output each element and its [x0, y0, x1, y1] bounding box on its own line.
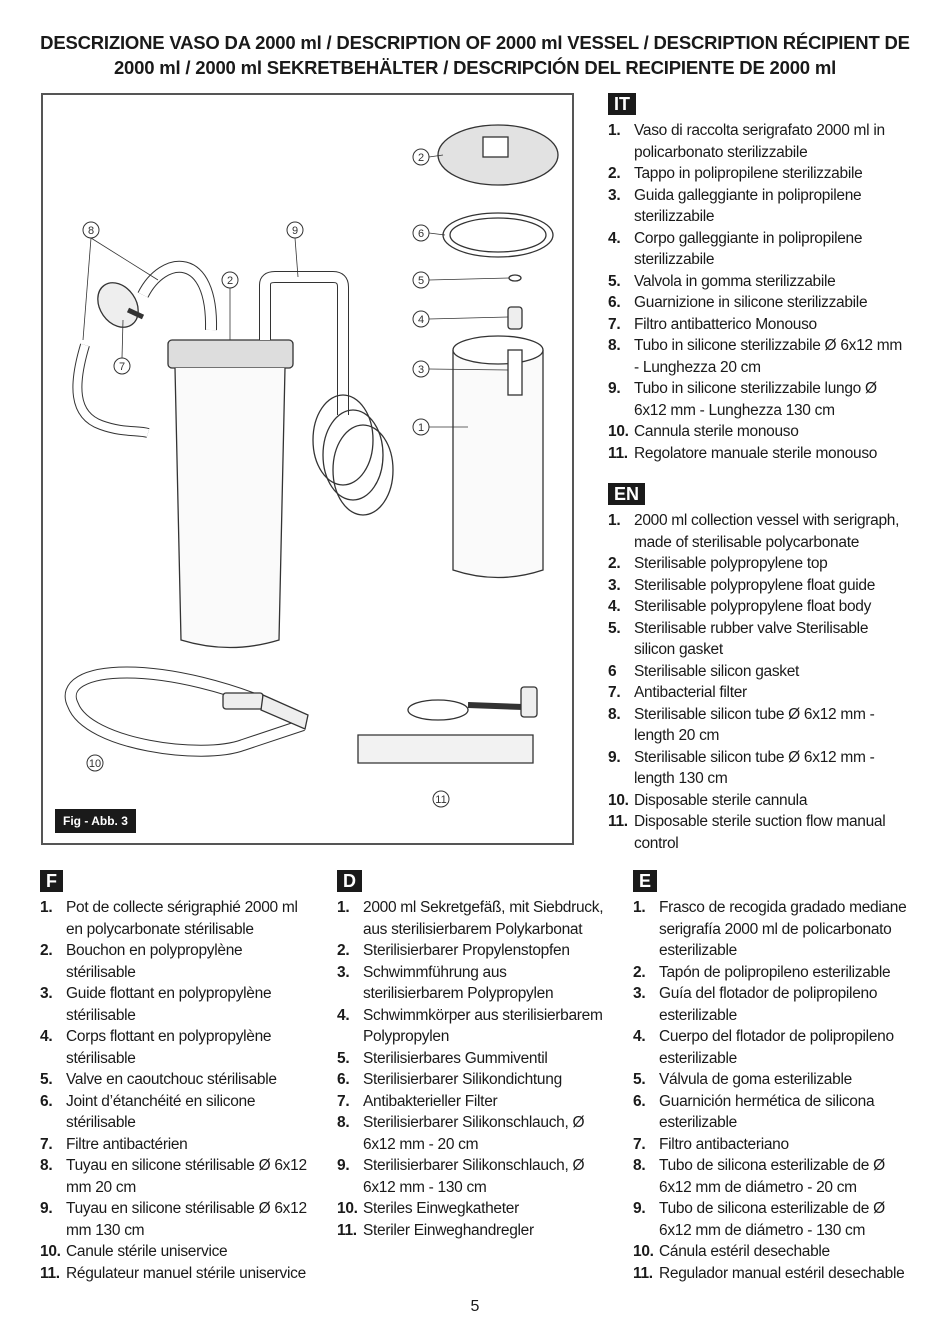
list-item: 5. Valve en caoutchouc stérilisable	[40, 1071, 277, 1088]
list-item: 8. Tubo in silicone sterilizzabile Ø 6x12 mm - Lunghezza 20 cm	[608, 337, 902, 376]
list-item: 3. Guide flottant en polypropylène stérilisable	[40, 985, 272, 1024]
list-item: 11. Regolatore manuale sterile monouso	[608, 444, 878, 462]
list-item: 2. Sterilisierbarer Propylenstopfen	[337, 942, 570, 959]
list-item: 1. 2000 ml Sekretgefäß, mit Siebdruck, aus sterilisierbarem Polykarbonat	[337, 899, 604, 938]
badge-d: D	[337, 870, 362, 892]
callout-3: 3	[417, 364, 425, 376]
list-item: 7. Antibakterieller Filter	[337, 1092, 498, 1110]
list-item: 3. Guía del flotador de polipropileno esterilizable	[633, 985, 878, 1024]
figure-vessel-diagram	[41, 93, 574, 845]
figure-label: Fig - Abb. 3	[55, 809, 136, 833]
list-item: 5. Valvola in gomma sterilizzabile	[608, 272, 836, 290]
list-item: 4. Cuerpo del flotador de polipropileno esterilizable	[633, 1028, 894, 1067]
list-item: 2. Sterilisable polypropylene top	[608, 555, 828, 572]
callout-2: 2	[417, 152, 425, 164]
list-item: 2. Bouchon en polypropylène stérilisable	[40, 942, 243, 981]
list-item: 2. Tapón de polipropileno esterilizable	[633, 963, 891, 981]
list-item: 1. Pot de collecte sérigraphié 2000 ml en polycarbonate stérilisable	[40, 899, 298, 938]
list-item: 10. Cánula estéril desechable	[633, 1243, 830, 1260]
list-item: 8. Sterilisierbarer Silikonschlauch, Ø 6x12 mm - 20 cm	[337, 1114, 585, 1153]
badge-e: E	[633, 870, 657, 892]
list-item: 9. Tubo in silicone sterilizzabile lungo Ø 6x12 mm - Lunghezza 130 cm	[608, 380, 877, 419]
badge-en: EN	[608, 483, 645, 505]
vessel-illustration	[43, 95, 576, 847]
list-item: 10. Disposable sterile cannula	[608, 791, 808, 809]
section-it	[608, 93, 908, 464]
callout-8: 8	[87, 225, 95, 237]
section-en	[608, 483, 908, 854]
list-en	[608, 510, 908, 854]
list-item: 5. Válvula de goma esterilizable	[633, 1071, 852, 1088]
list-item: 11. Disposable sterile suction flow manual control	[608, 813, 886, 852]
section-e	[633, 870, 913, 1284]
title-line-1: DESCRIZIONE VASO DA 2000 ml / DESCRIPTION OF 2000 ml VESSEL / DESCRIPTION RÉCIPIENT DE	[40, 32, 910, 53]
list-f	[40, 897, 310, 1284]
list-item: 7. Filtro antibacteriano	[633, 1135, 789, 1153]
callout-9: 9	[291, 225, 299, 237]
list-item: 3. Schwimmführung aus sterilisierbarem Polypropylen	[337, 963, 554, 1002]
list-e	[633, 897, 913, 1284]
list-item: 4. Corpo galleggiante in polipropilene sterilizzabile	[608, 229, 863, 268]
list-item: 11. Régulateur manuel stérile uniservice	[40, 1264, 306, 1282]
title-line-2: 2000 ml / 2000 ml SEKRETBEHÄLTER / DESCRIPCIÓN DEL RECIPIENTE DE 2000 ml	[113, 57, 837, 78]
list-item: 1. Vaso di raccolta serigrafato 2000 ml in policarbonato sterilizzabile	[608, 122, 885, 161]
callout-2-assembled: 2	[226, 275, 234, 287]
list-item: 9. Sterilisable silicon tube Ø 6x12 mm - length 130 cm	[608, 748, 875, 787]
list-d	[337, 897, 607, 1241]
callout-11: 11	[435, 794, 447, 806]
callout-4: 4	[417, 314, 425, 326]
list-item: 4. Corps flottant en polypropylène stérilisable	[40, 1028, 272, 1067]
list-item: 6. Sterilisierbarer Silikondichtung	[337, 1071, 562, 1088]
list-item: 8. Tuyau en silicone stérilisable Ø 6x12 mm 20 cm	[40, 1157, 307, 1196]
list-item: 10. Canule stérile uniservice	[40, 1243, 228, 1260]
list-item: 6. Guarnizione in silicone sterilizzabile	[608, 294, 868, 311]
list-item: 9. Tubo de silicona esterilizable de Ø 6x12 mm de diámetro - 130 cm	[633, 1200, 885, 1239]
callout-6: 6	[417, 228, 425, 240]
list-item: 2. Tappo in polipropilene sterilizzabile	[608, 165, 863, 182]
list-item: 5. Sterilisierbares Gummiventil	[337, 1049, 548, 1067]
list-item: 11. Steriler Einweghandregler	[337, 1221, 534, 1239]
callout-5: 5	[417, 275, 425, 287]
callout-7: 7	[118, 361, 126, 373]
list-item: 8. Tubo de silicona esterilizable de Ø 6x12 mm de diámetro - 20 cm	[633, 1157, 885, 1196]
callout-10: 10	[88, 758, 102, 770]
section-d	[337, 870, 607, 1241]
list-item: 10. Steriles Einwegkatheter	[337, 1200, 519, 1217]
list-item: 6. Joint d’étanchéité en silicone stérilisable	[40, 1092, 256, 1131]
list-item: 4. Schwimmkörper aus sterilisierbarem Polypropylen	[337, 1006, 603, 1045]
list-item: 5. Sterilisable rubber valve Sterilisable silicon gasket	[608, 619, 869, 658]
list-item: 3. Sterilisable polypropylene float guide	[608, 576, 876, 594]
badge-f: F	[40, 870, 63, 892]
list-item: 3. Guida galleggiante in polipropilene sterilizzabile	[608, 186, 862, 225]
list-item: 6 Sterilisable silicon gasket	[608, 662, 800, 680]
page-title	[30, 30, 920, 80]
list-item: 8. Sterilisable silicon tube Ø 6x12 mm - length 20 cm	[608, 705, 875, 744]
list-item: 7. Filtre antibactérien	[40, 1135, 188, 1153]
list-item: 7. Filtro antibatterico Monouso	[608, 315, 817, 333]
page-number: 5	[470, 1298, 480, 1315]
list-it	[608, 120, 908, 464]
list-item: 9. Tuyau en silicone stérilisable Ø 6x12 mm 130 cm	[40, 1200, 307, 1239]
badge-it: IT	[608, 93, 636, 115]
list-item: 11. Regulador manual estéril desechable	[633, 1264, 905, 1282]
list-item: 1. Frasco de recogida gradado mediane serigrafía 2000 ml de policarbonato esterilizable	[633, 899, 907, 959]
list-item: 10. Cannula sterile monouso	[608, 423, 799, 440]
section-f	[40, 870, 310, 1284]
list-item: 4. Sterilisable polypropylene float body	[608, 598, 872, 615]
list-item: 6. Guarnición hermética de silicona esterilizable	[633, 1092, 875, 1131]
list-item: 9. Sterilisierbarer Silikonschlauch, Ø 6x12 mm - 130 cm	[337, 1157, 585, 1196]
list-item: 7. Antibacterial filter	[608, 684, 747, 701]
callout-1: 1	[417, 422, 425, 434]
list-item: 1. 2000 ml collection vessel with serigraph, made of sterilisable polycarbonate	[608, 512, 900, 551]
